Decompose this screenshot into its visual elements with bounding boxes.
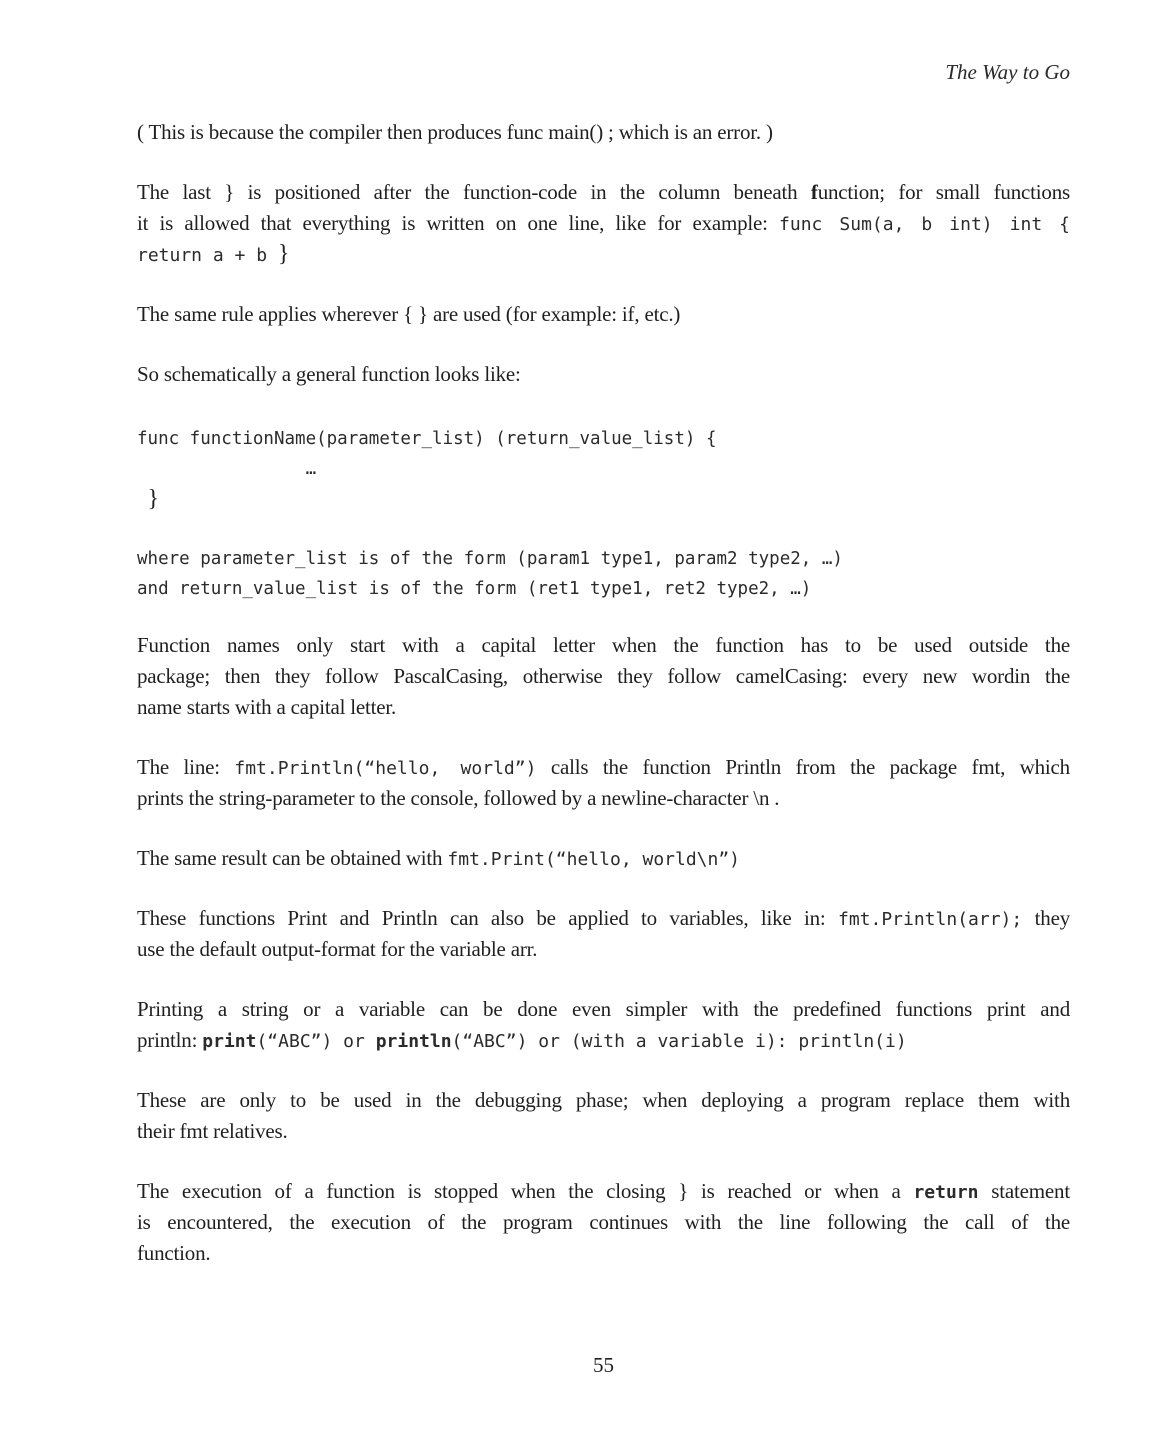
- text-line: [137, 1085, 1070, 1116]
- text-line: [137, 177, 1070, 208]
- text-segment: …: [137, 459, 317, 479]
- para-compiler-error-note: [137, 117, 1070, 148]
- text-line: [137, 544, 1070, 574]
- text-segment: The same result can be obtained with: [137, 846, 448, 870]
- text-segment: }: [147, 486, 160, 512]
- text-line: [137, 1116, 1070, 1147]
- text-segment: }: [277, 241, 290, 267]
- text-segment: These functions Print and Println can also be applied to variables, like in:: [137, 906, 838, 930]
- text-segment: calls the function Println from the package fmt, which: [536, 755, 1070, 779]
- text-segment: unction; for small functions: [817, 180, 1070, 204]
- code-function-schema: [137, 424, 1070, 604]
- text-segment: So schematically a general function looks like:: [137, 362, 521, 386]
- text-line: [137, 1025, 1070, 1056]
- text-line: [137, 1207, 1070, 1238]
- text-line: [137, 239, 1070, 270]
- text-segment: The last } is positioned after the function-code in the column beneath: [137, 180, 811, 204]
- text-segment: fmt.Println(“hello, world”): [234, 758, 537, 779]
- text-line: [137, 903, 1070, 934]
- text-segment: println:: [137, 1028, 203, 1052]
- running-header: The Way to Go: [945, 60, 1070, 84]
- text-segment: The line:: [137, 755, 235, 779]
- text-segment: it is allowed that everything is written on one line, like for example:: [137, 211, 780, 235]
- para-fmt-print: [137, 843, 1070, 874]
- paragraphs: [137, 117, 1070, 1269]
- text-segment: (“ABC”) or: [256, 1031, 376, 1052]
- text-line: [137, 117, 1070, 148]
- text-segment: and return_value_list is of the form (ret1 type1, ret2 type2, …): [137, 579, 812, 599]
- text-line: [137, 752, 1070, 783]
- text-segment: where parameter_list is of the form (param1 type1, param2 type2, …): [137, 549, 843, 569]
- page-number: 55: [593, 1353, 614, 1377]
- text-segment: use the default output-format for the variable arr.: [137, 937, 538, 961]
- text-segment: The same rule applies wherever { } are used (for example: if, etc.): [137, 302, 681, 326]
- text-segment: prints the string-parameter to the console, followed by a newline-character \n .: [137, 786, 780, 810]
- text-segment: name starts with a capital letter.: [137, 695, 397, 719]
- text-line: [137, 994, 1070, 1025]
- text-segment: is encountered, the execution of the program continues with the line following the call of the: [137, 1210, 1070, 1234]
- para-function-naming: [137, 630, 1070, 723]
- para-debugging-only: [137, 1085, 1070, 1147]
- text-segment: they: [1022, 906, 1070, 930]
- para-schematic-intro: [137, 359, 1070, 390]
- text-line: [137, 934, 1070, 965]
- text-line: [137, 514, 1070, 544]
- text-segment: func functionName(parameter_list) (return_value_list) {: [137, 429, 717, 449]
- text-segment: function.: [137, 1241, 211, 1265]
- text-segment: println: [375, 1031, 452, 1052]
- text-line: [137, 692, 1070, 723]
- text-segment: Function names only start with a capital letter when the function has to be used outside the: [137, 633, 1070, 657]
- text-line: [137, 484, 1070, 514]
- text-segment: Printing a string or a variable can be done even simpler with the predefined functions print and: [137, 997, 1070, 1021]
- text-line: [137, 574, 1070, 604]
- text-line: [137, 208, 1070, 239]
- text-segment: (“ABC”) or (with a variable i): println(i): [451, 1031, 907, 1052]
- text-segment: their fmt relatives.: [137, 1119, 288, 1143]
- text-line: [137, 783, 1070, 814]
- para-print-variables: [137, 903, 1070, 965]
- text-segment: These are only to be used in the debugging phase; when deploying a program replace them with: [137, 1088, 1070, 1112]
- text-segment: return a + b: [137, 245, 278, 266]
- text-segment: func Sum(a, b int) int {: [779, 214, 1070, 235]
- text-line: [137, 299, 1070, 330]
- text-line: [137, 454, 1070, 484]
- text-segment: ( This is because the compiler then produces func main() ; which is an error. ): [137, 120, 773, 144]
- text-line: [137, 1238, 1070, 1269]
- para-function-execution: [137, 1176, 1070, 1269]
- para-predefined-print: [137, 994, 1070, 1056]
- text-segment: fmt.Print(“hello, world\n”): [447, 849, 741, 870]
- text-line: [137, 424, 1070, 454]
- text-segment: [137, 491, 148, 511]
- text-line: [137, 1176, 1070, 1207]
- text-line: [137, 630, 1070, 661]
- text-line: [137, 661, 1070, 692]
- para-fmt-println: [137, 752, 1070, 814]
- text-segment: print: [202, 1031, 257, 1052]
- para-same-rule: [137, 299, 1070, 330]
- text-segment: fmt.Println(arr);: [837, 909, 1023, 930]
- para-last-brace-rule: [137, 177, 1070, 270]
- text-segment: f: [810, 180, 818, 204]
- text-segment: return: [913, 1182, 979, 1203]
- text-segment: package; then they follow PascalCasing, otherwise they follow camelCasing: every new wordin the: [137, 664, 1070, 688]
- text-line: [137, 843, 1070, 874]
- text-segment: statement: [978, 1179, 1070, 1203]
- text-segment: The execution of a function is stopped when the closing } is reached or when a: [137, 1179, 914, 1203]
- text-line: [137, 359, 1070, 390]
